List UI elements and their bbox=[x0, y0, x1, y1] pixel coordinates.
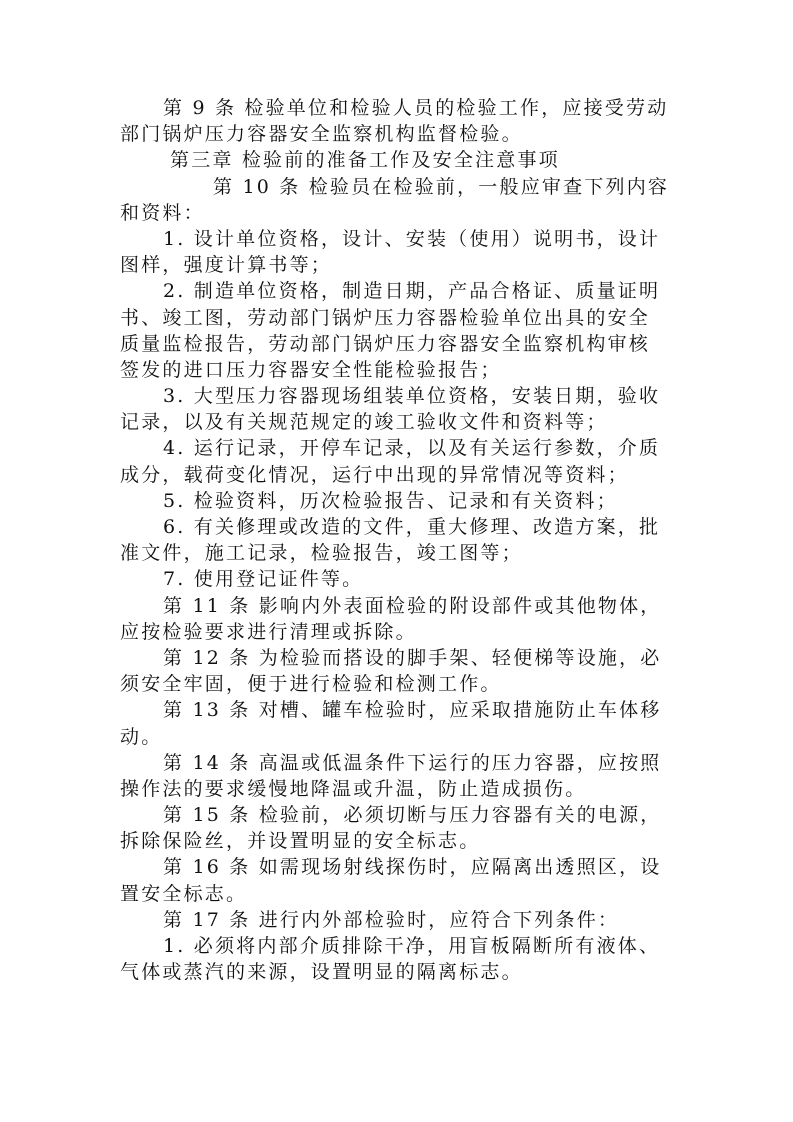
text-line: 图样，强度计算书等； bbox=[120, 254, 333, 277]
text-line: 书、竣工图，劳动部门锅炉压力容器检验单位出具的安全 bbox=[120, 306, 651, 329]
text-line: 第 16 条 如需现场射线探伤时，应隔离出透照区，设 bbox=[163, 856, 662, 879]
text-line: 须安全牢固，便于进行检验和检测工作。 bbox=[120, 673, 502, 696]
text-line: 第三章 检验前的准备工作及安全注意事项 bbox=[170, 149, 560, 172]
text-line: 7. 使用登记证件等。 bbox=[163, 568, 364, 591]
text-line: 成分，载荷变化情况，运行中出现的异常情况等资料； bbox=[120, 463, 629, 486]
text-line: 4. 运行记录，开停车记录，以及有关运行参数，介质 bbox=[163, 437, 661, 460]
text-line: 动。 bbox=[120, 725, 163, 748]
text-line: 应按检验要求进行清理或拆除。 bbox=[120, 620, 417, 643]
text-line: 第 17 条 进行内外部检验时，应符合下列条件： bbox=[163, 908, 620, 931]
text-line: 第 13 条 对槽、罐车检验时，应采取措施防止车体移 bbox=[163, 699, 662, 722]
text-line: 1. 必须将内部介质排除干净，用盲板隔断所有液体、 bbox=[163, 935, 661, 957]
text-line: 和资料： bbox=[120, 201, 205, 224]
text-line: 第 12 条 为检验而搭设的脚手架、轻便梯等设施，必 bbox=[163, 646, 662, 669]
text-line: 3. 大型压力容器现场组装单位资格，安装日期，验收 bbox=[163, 385, 661, 408]
text-line: 准文件，施工记录，检验报告，竣工图等； bbox=[120, 542, 523, 565]
text-line: 6. 有关修理或改造的文件，重大修理、改造方案，批 bbox=[163, 516, 661, 538]
text-line: 5. 检验资料，历次检验报告、记录和有关资料； bbox=[163, 489, 618, 512]
text-line: 第 10 条 检验员在检验前，一般应审查下列内容 bbox=[213, 175, 670, 198]
text-line: 第 15 条 检验前，必须切断与压力容器有关的电源， bbox=[163, 804, 662, 827]
text-line: 第 14 条 高温或低温条件下运行的压力容器，应按照 bbox=[163, 751, 662, 774]
text-line: 质量监检报告，劳动部门锅炉压力容器安全监察机构审核 bbox=[120, 332, 651, 355]
text-line: 2. 制造单位资格，制造日期，产品合格证、质量证明 bbox=[163, 280, 661, 303]
text-line: 第 11 条 影响内外表面检验的附设部件或其他物体， bbox=[163, 594, 662, 617]
text-line: 签发的进口压力容器安全性能检验报告； bbox=[120, 358, 502, 381]
text-line: 部门锅炉压力容器安全监察机构监督检验。 bbox=[120, 123, 523, 146]
text-line: 拆除保险丝，并设置明显的安全标志。 bbox=[120, 830, 481, 853]
text-line: 1. 设计单位资格，设计、安装（使用）说明书，设计 bbox=[163, 227, 661, 250]
text-line: 记录，以及有关规范规定的竣工验收文件和资料等； bbox=[120, 411, 608, 434]
text-line: 气体或蒸汽的来源，设置明显的隔离标志。 bbox=[120, 961, 523, 984]
text-line: 操作法的要求缓慢地降温或升温，防止造成损伤。 bbox=[120, 777, 587, 800]
document-page bbox=[120, 95, 670, 985]
text-line: 置安全标志。 bbox=[120, 882, 248, 905]
text-line: 第 9 条 检验单位和检验人员的检验工作，应接受劳动 bbox=[163, 97, 669, 119]
